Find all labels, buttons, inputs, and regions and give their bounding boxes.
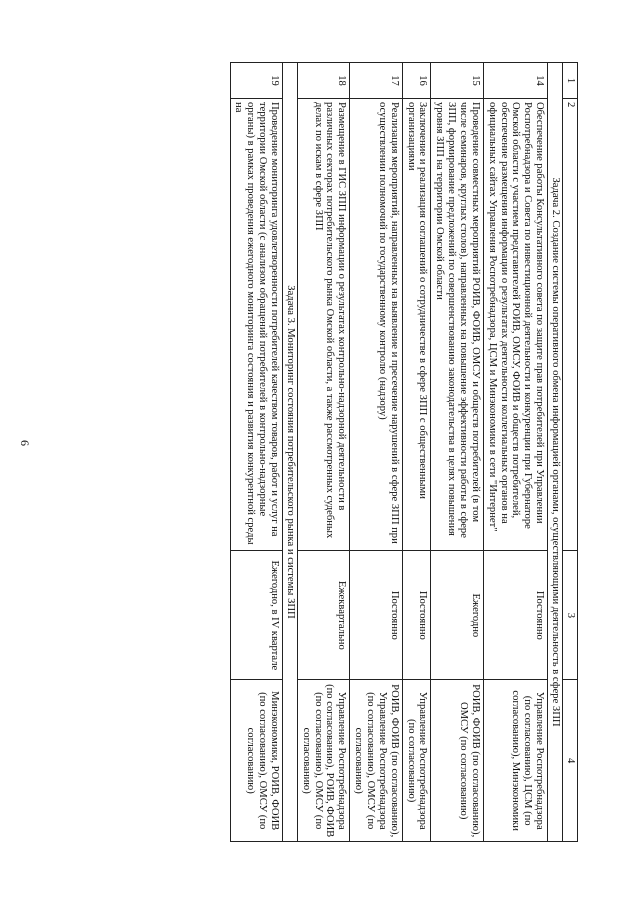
- measure-text: Проведение совместных мероприятий РОИВ, ФОИВ, ОМСУ и обществ потребителей (в том числе семинаров, круглых столов), направленных на повышение эффективности работы в сфере ЗПП, формирование предложений по совершенствованию законодательства в целях повышения уровня ЗПП на территории Омской области: [431, 99, 483, 551]
- executor-cell: Управление Роспотребнадзора (по согласованию), РОИВ, ФОИВ (по согласованию), ОМСУ (по согласованию): [297, 680, 349, 842]
- period-cell: Постоянно: [483, 551, 547, 680]
- table-row: [350, 63, 402, 842]
- period-cell: Ежеквартально: [297, 551, 349, 680]
- row-number: 17: [350, 63, 402, 99]
- row-number: 18: [297, 63, 349, 99]
- table-row: [483, 63, 547, 842]
- executor-cell: РОИВ, ФОИВ (по согласованию), ОМСУ (по согласованию): [431, 680, 483, 842]
- period-cell: Постоянно: [402, 551, 431, 680]
- measures-table: [230, 62, 578, 842]
- column-header-1: 1: [563, 63, 578, 99]
- period-cell: Ежегодно: [431, 551, 483, 680]
- measure-text: Реализация мероприятий, направленных на выявление и пресечение нарушений в сфере ЗПП при осуществлении полномочий по государственному контролю (надзору): [350, 99, 402, 551]
- page-number: 6: [18, 440, 32, 446]
- row-number: 19: [230, 63, 282, 99]
- executor-cell: Управление Роспотребнадзора (по согласованию), ЦСМ (по согласованию), Минэкономики: [483, 680, 547, 842]
- header-row: [563, 63, 578, 842]
- executor-cell: Управление Роспотребнадзора (по согласованию): [402, 680, 431, 842]
- row-number: 14: [483, 63, 547, 99]
- column-header-4: 4: [563, 680, 578, 842]
- period-cell: Ежегодно, в IV квартале: [230, 551, 282, 680]
- task-2-row: [548, 63, 563, 842]
- column-header-3: 3: [563, 551, 578, 680]
- row-number: 15: [431, 63, 483, 99]
- table-row: [297, 63, 349, 842]
- task-3-title: Задача 3. Мониторинг состояния потребительского рынка и системы ЗПП: [282, 63, 297, 842]
- measure-text: Обеспечение работы Консультативного совета по защите прав потребителей при Управлении Роспотребнадзора и Совета по инвестиционной деятельности и конкуренции при Губернаторе Омской области с участием представителей РОИВ, ОМСУ, ФОИВ и обществ потребителей, обеспечение размещения информации о результатах деятельности коллегиальных органов на официальных сайтах Управления Роспотребнадзора, ЦСМ и Минэкономики в сети "Интернет": [483, 99, 547, 551]
- table-row: [431, 63, 483, 842]
- task-3-row: [282, 63, 297, 842]
- period-cell: Постоянно: [350, 551, 402, 680]
- table-row: [230, 63, 282, 842]
- executor-cell: Минэкономики, РОИВ, ФОИВ (по согласованию), ОМСУ (по согласованию): [230, 680, 282, 842]
- row-number: 16: [402, 63, 431, 99]
- rotated-table-container: [86, 62, 578, 842]
- executor-cell: РОИВ, ФОИВ (по согласованию), Управление Роспотребнадзора (по согласованию), ОМСУ (по согласованию): [350, 680, 402, 842]
- task-2-title: Задача 2. Создание системы оперативного обмена информацией органами, осуществляющими деятельность в сфере ЗПП: [548, 63, 563, 842]
- measure-text: Проведение мониторинга удовлетворенности потребителей качеством товаров, работ и услуг на территории Омской области (с анализом обращений потребителей в контрольно-надзорные органы) в рамках проведения ежегодного мониторинга состояния и развития конкурентной среды на: [230, 99, 282, 551]
- measure-text: Размещение в ГИС ЗПП информации о результатах контрольно-надзорной деятельности в различных секторах потребительского рынка Омской области, а также рассмотренных судебных делах по искам в сфере ЗПП: [297, 99, 349, 551]
- column-header-2: 2: [563, 99, 578, 551]
- table-row: [402, 63, 431, 842]
- measure-text: Заключение и реализация соглашений о сотрудничестве в сфере ЗПП с общественными организациями: [402, 99, 431, 551]
